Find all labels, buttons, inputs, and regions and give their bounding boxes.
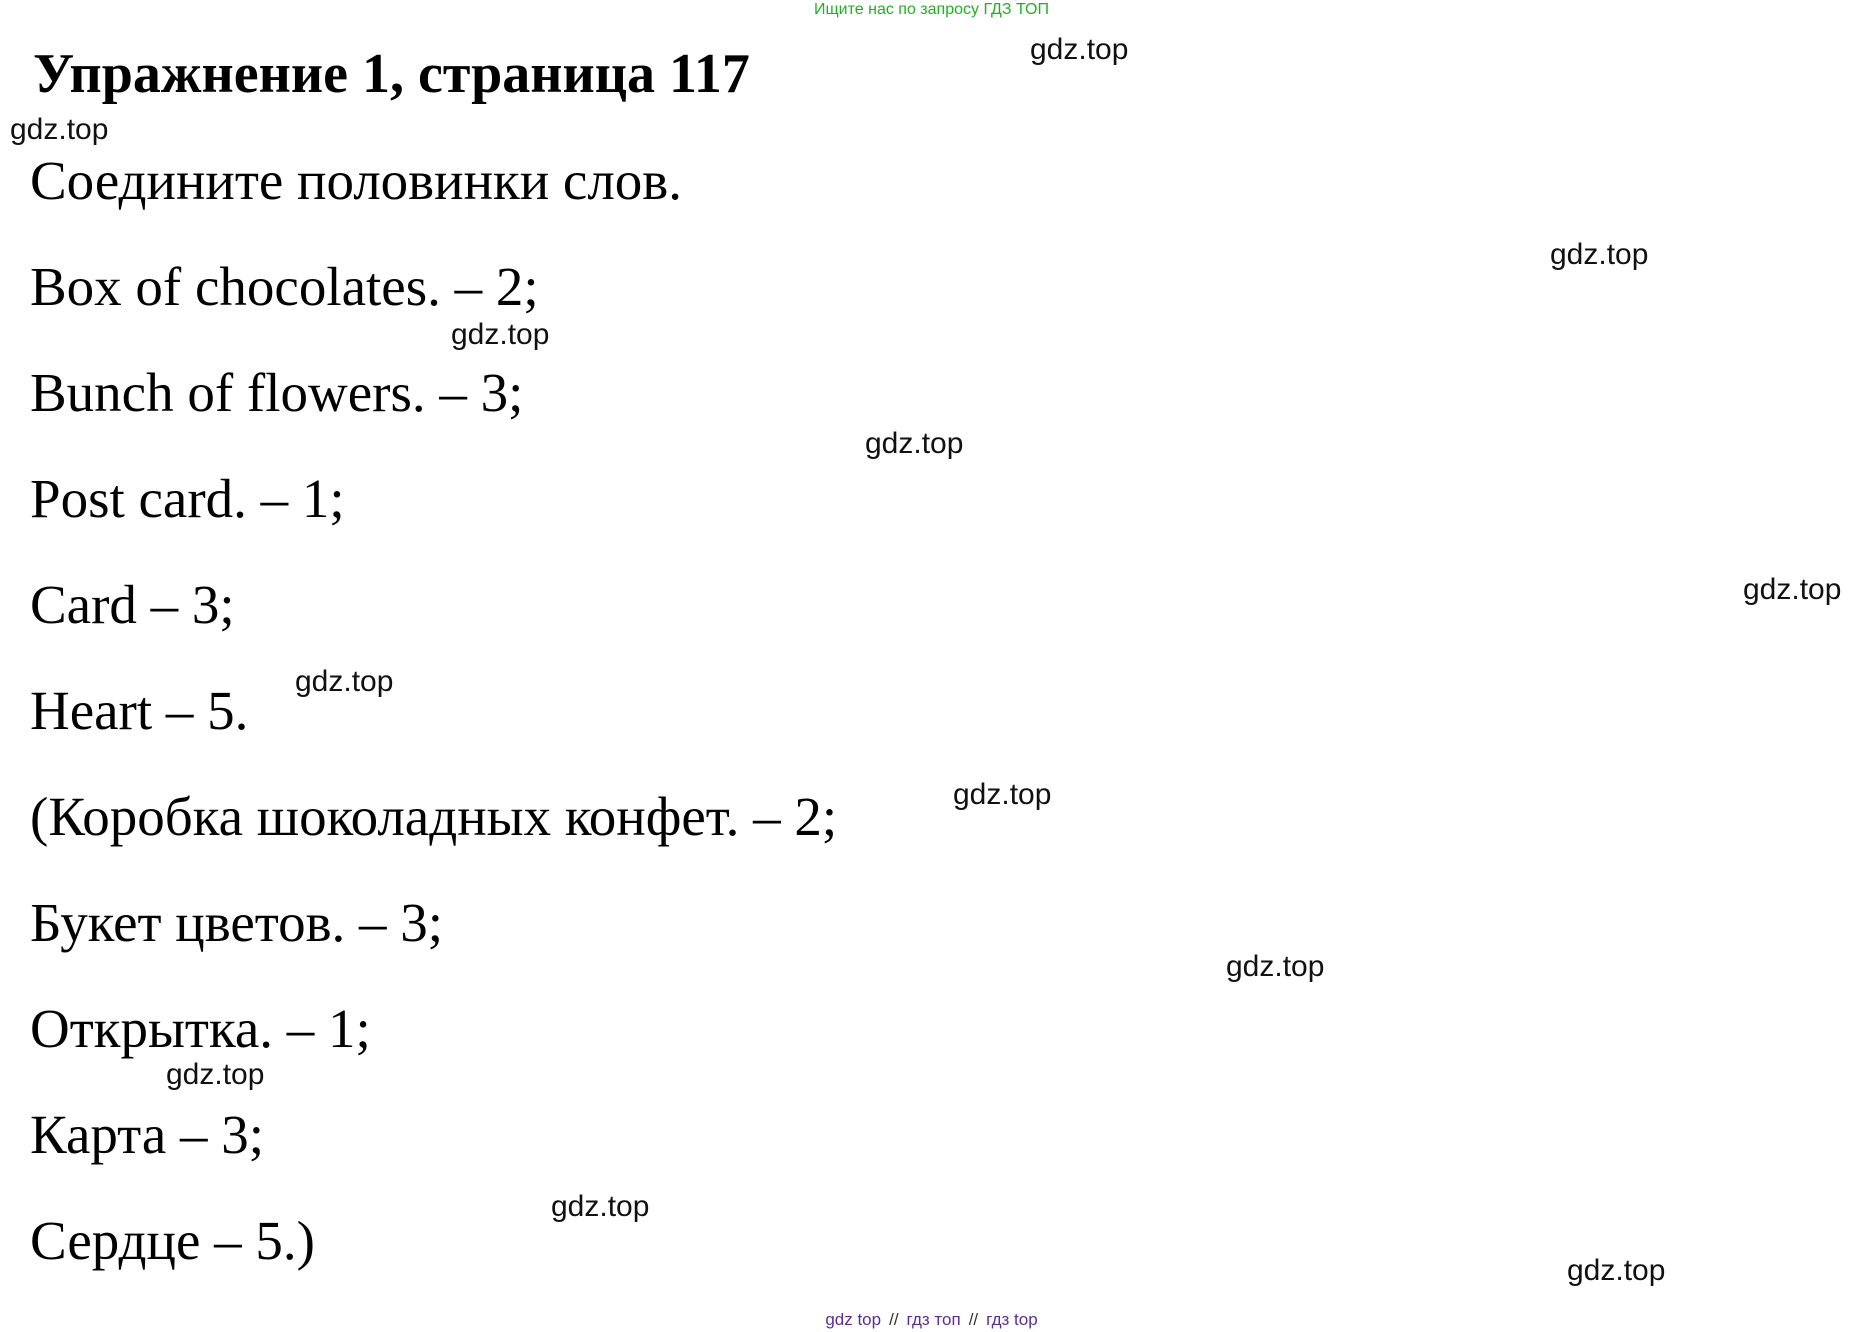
watermark: gdz.top [1743, 573, 1842, 606]
watermark: gdz.top [295, 665, 394, 698]
watermark: gdz.top [451, 318, 550, 351]
watermark: gdz.top [865, 427, 964, 460]
answer-line: Bunch of flowers. – 3; [30, 362, 524, 423]
watermark: gdz.top [1226, 950, 1325, 983]
watermark: gdz.top [1567, 1254, 1666, 1287]
footer-link[interactable]: гдз top [986, 1310, 1038, 1329]
instruction-line: Соедините половинки слов. [30, 150, 682, 211]
translation-line: Карта – 3; [30, 1104, 265, 1165]
footer-links [0, 1310, 1863, 1330]
exercise-content [30, 143, 837, 1309]
answer-line: Card – 3; [30, 574, 235, 635]
footer-link[interactable]: gdz top [825, 1310, 882, 1329]
answer-line: Box of chocolates. – 2; [30, 256, 539, 317]
watermark: gdz.top [166, 1058, 265, 1091]
watermark: gdz.top [10, 113, 109, 146]
watermark: gdz.top [551, 1190, 650, 1223]
translation-line: (Коробка шоколадных конфет. – 2; [30, 786, 838, 847]
answer-line: Post card. – 1; [30, 468, 345, 529]
translation-line: Букет цветов. – 3; [30, 892, 444, 953]
top-banner: Ищите нас по запросу ГДЗ ТОП [814, 1, 1049, 18]
watermark: gdz.top [1030, 33, 1129, 66]
answer-line: Heart – 5. [30, 680, 249, 741]
watermark: gdz.top [953, 778, 1052, 811]
footer-link[interactable]: гдз топ [906, 1310, 961, 1329]
footer-separator: // [968, 1310, 979, 1329]
translation-line: Открытка. – 1; [30, 998, 371, 1059]
footer-separator: // [889, 1310, 899, 1329]
page-title: Упражнение 1, страница 117 [33, 43, 750, 105]
translation-line: Сердце – 5.) [30, 1210, 315, 1271]
watermark: gdz.top [1550, 238, 1649, 271]
